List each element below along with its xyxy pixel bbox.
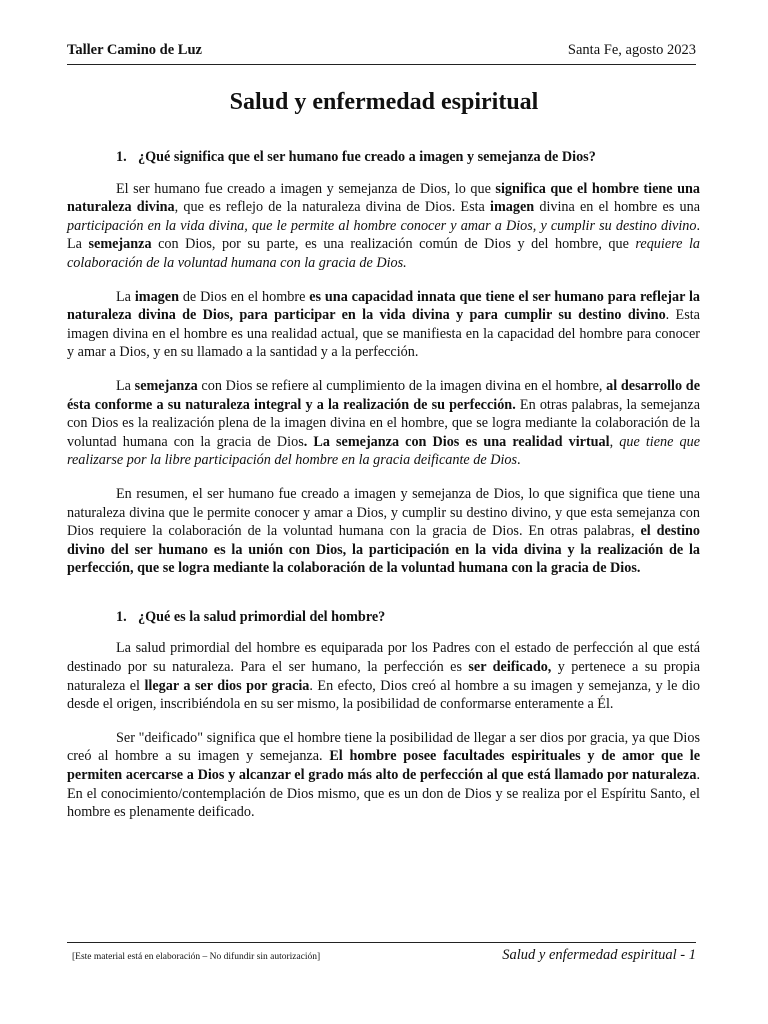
italic-text: requiere la colaboración de la voluntad humana con la gracia de Dios. <box>67 236 700 271</box>
page-header <box>67 41 696 59</box>
organization-name: Taller Camino de Luz <box>67 42 202 58</box>
bold-text: es una capacidad innata que tiene el ser humano para reflejar la naturaleza divina de Dios, para participar en la vida divina y para cumplir su destino divino <box>67 288 701 324</box>
footer-divider <box>67 942 696 943</box>
paragraph <box>67 288 700 362</box>
paragraph <box>67 180 700 273</box>
bold-text: el destino divino del ser humano es la unión con Dios, la participación en la vida divina y la realización de la perfección, que se logra mediante la colaboración de la voluntad humana con la gracia de Dios. <box>67 523 701 577</box>
header-divider <box>67 64 696 65</box>
bold-text: . La semejanza con Dios es una realidad virtual <box>303 433 610 450</box>
text-run: , <box>609 433 620 450</box>
section-heading-2 <box>67 608 700 627</box>
bold-text: al desarrollo de ésta conforme a su naturaleza integral y a la realización de su perfección. <box>67 377 700 413</box>
text-run: La salud primordial del hombre es equiparada por los Padres con el estado de perfección al que está destinado por su naturaleza. Para el ser humano, la perfección es <box>67 640 700 676</box>
page-footer <box>72 947 696 964</box>
text-run: y pertenece a su propia naturaleza el <box>67 659 700 694</box>
text-run: . La <box>67 217 700 253</box>
bold-text: significa que el hombre tiene una naturaleza divina <box>67 180 700 216</box>
document-body <box>67 148 700 822</box>
text-run: . En el conocimiento/contemplación de Dios mismo, que es un don de Dios y se realiza por el Espíritu Santo, el hombre es plenamente deificado. <box>67 767 700 821</box>
text-run: En resumen, el ser humano fue creado a imagen y semejanza de Dios, lo que significa que tiene una naturaleza divina que le permite conocer y amar a Dios, y cumplir su destino divino, y que esta semejanza con Dios requiere la colaboración de la voluntad humana con la gracia de Dios. En otras palabras, <box>67 485 700 540</box>
paragraph <box>67 639 700 713</box>
text-run: . Esta imagen divina en el hombre es una realidad actual, que se manifiesta en la capacidad del hombre para conocer y amar a Dios, y en su llamado a la santidad y a la perfección. <box>67 307 700 361</box>
text-run: de Dios en el hombre <box>178 288 310 305</box>
page-label: Salud y enfermedad espiritual - 1 <box>502 947 696 963</box>
footer-note: [Este material está en elaboración – No difundir sin autorización] <box>72 952 321 962</box>
italic-text: participación en la vida divina, que le permite al hombre conocer y amar a Dios, y cumplir su destino divino <box>67 217 697 234</box>
text-run: La <box>116 377 135 394</box>
place-date: Santa Fe, agosto 2023 <box>567 42 696 58</box>
text-run: En otras palabras, la semejanza con Dios es la realización plena de la imagen divina en el hombre, que se logra mediante la colaboración de la voluntad humana con la gracia de Dios <box>67 396 700 450</box>
bold-text: imagen <box>134 288 179 305</box>
section-number: 1. <box>116 149 127 165</box>
italic-text: que tiene que realizarse por la libre participación del hombre en la gracia deificante de Dios <box>67 433 700 469</box>
bold-text: semejanza <box>88 236 152 253</box>
text-run: Ser "deificado" significa que el hombre tiene la posibilidad de llegar a ser dios por gracia, ya que Dios creó al hombre a su imagen y semejanza. <box>67 729 700 765</box>
section-heading-1 <box>67 148 700 167</box>
bold-text: El hombre posee facultades espirituales y de amor que le permiten acercarse a Dios y alcanzar el grado más alto de perfección al que está llamado por naturaleza <box>67 748 700 784</box>
text-run: . En efecto, Dios creó al hombre a su imagen y semejanza, y le dio desde el origen, inscribiéndola en su ser mismo, la posibilidad de conformarse enteramente a Él. <box>67 677 700 713</box>
paragraph <box>67 729 700 822</box>
text-run: con Dios, por su parte, es una realización común de Dios y del hombre, que <box>151 236 636 253</box>
text-run: El ser humano fue creado a imagen y semejanza de Dios, lo que <box>116 180 496 197</box>
text-run: divina en el hombre es una <box>534 199 700 216</box>
bold-text: imagen <box>490 199 535 216</box>
section-number: 1. <box>116 608 127 625</box>
paragraph <box>67 377 700 470</box>
text-run: La <box>116 288 135 305</box>
section-heading-text: ¿Qué es la salud primordial del hombre? <box>138 608 386 625</box>
bold-text: llegar a ser dios por gracia <box>144 677 310 694</box>
bold-text: ser deificado, <box>468 659 552 676</box>
document-title: Salud y enfermedad espiritual <box>229 89 539 115</box>
text-run: con Dios se refiere al cumplimiento de la imagen divina en el hombre, <box>197 377 607 394</box>
text-run: , que es reflejo de la naturaleza divina de Dios. Esta <box>174 199 491 216</box>
section-heading-text: ¿Qué significa que el ser humano fue creado a imagen y semejanza de Dios? <box>138 149 596 165</box>
paragraph <box>67 485 700 578</box>
bold-text: semejanza <box>134 377 198 394</box>
text-run: . <box>517 452 521 469</box>
